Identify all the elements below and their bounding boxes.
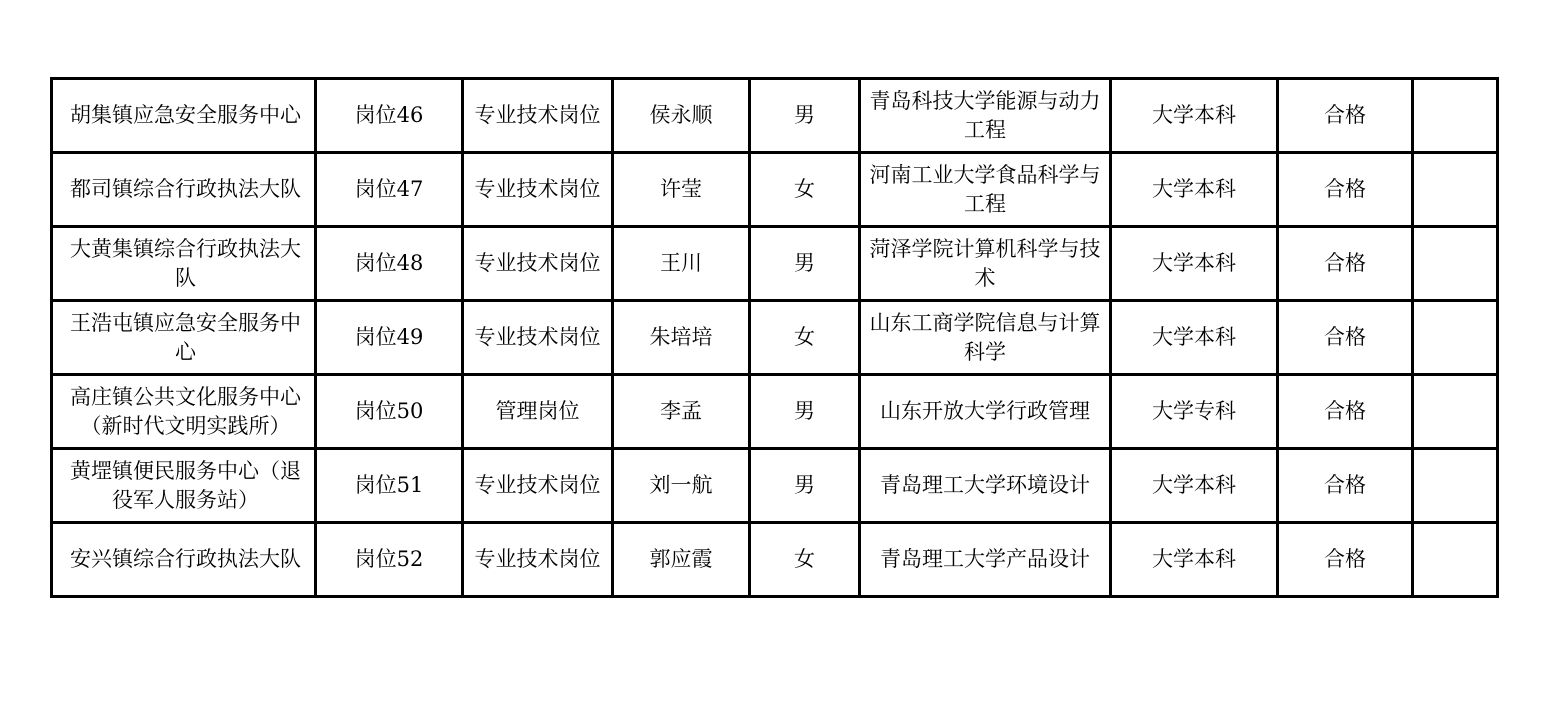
cell-unit: 胡集镇应急安全服务中心 — [52, 79, 316, 153]
results-table — [50, 77, 1499, 598]
cell-unit: 高庄镇公共文化服务中心（新时代文明实践所） — [52, 375, 316, 449]
cell-type: 专业技术岗位 — [463, 523, 613, 597]
cell-gender: 男 — [750, 79, 860, 153]
cell-type: 专业技术岗位 — [463, 449, 613, 523]
cell-degree: 大学本科 — [1111, 449, 1278, 523]
table-row — [52, 523, 1498, 597]
table-row — [52, 449, 1498, 523]
cell-post: 岗位51 — [316, 449, 463, 523]
cell-major: 山东工商学院信息与计算科学 — [860, 301, 1111, 375]
cell-gender: 男 — [750, 375, 860, 449]
cell-degree: 大学本科 — [1111, 523, 1278, 597]
cell-degree: 大学本科 — [1111, 227, 1278, 301]
cell-major: 青岛理工大学环境设计 — [860, 449, 1111, 523]
cell-major: 山东开放大学行政管理 — [860, 375, 1111, 449]
table-body — [52, 79, 1498, 597]
cell-major: 青岛理工大学产品设计 — [860, 523, 1111, 597]
table-row — [52, 375, 1498, 449]
cell-name: 朱培培 — [613, 301, 750, 375]
cell-result: 合格 — [1278, 301, 1413, 375]
cell-remark — [1413, 79, 1498, 153]
cell-remark — [1413, 449, 1498, 523]
cell-name: 侯永顺 — [613, 79, 750, 153]
cell-name: 李孟 — [613, 375, 750, 449]
table-row — [52, 79, 1498, 153]
cell-result: 合格 — [1278, 227, 1413, 301]
table-row — [52, 301, 1498, 375]
table-row — [52, 153, 1498, 227]
cell-gender: 男 — [750, 449, 860, 523]
cell-post: 岗位48 — [316, 227, 463, 301]
cell-type: 专业技术岗位 — [463, 79, 613, 153]
cell-name: 许莹 — [613, 153, 750, 227]
cell-name: 刘一航 — [613, 449, 750, 523]
cell-post: 岗位47 — [316, 153, 463, 227]
cell-degree: 大学本科 — [1111, 153, 1278, 227]
cell-type: 管理岗位 — [463, 375, 613, 449]
cell-name: 王川 — [613, 227, 750, 301]
cell-type: 专业技术岗位 — [463, 301, 613, 375]
table-row — [52, 227, 1498, 301]
cell-degree: 大学本科 — [1111, 79, 1278, 153]
cell-remark — [1413, 523, 1498, 597]
cell-degree: 大学专科 — [1111, 375, 1278, 449]
cell-remark — [1413, 301, 1498, 375]
cell-result: 合格 — [1278, 449, 1413, 523]
cell-major: 河南工业大学食品科学与工程 — [860, 153, 1111, 227]
cell-post: 岗位49 — [316, 301, 463, 375]
cell-result: 合格 — [1278, 79, 1413, 153]
cell-degree: 大学本科 — [1111, 301, 1278, 375]
cell-gender: 女 — [750, 153, 860, 227]
cell-result: 合格 — [1278, 523, 1413, 597]
cell-result: 合格 — [1278, 375, 1413, 449]
cell-remark — [1413, 375, 1498, 449]
cell-unit: 黄堽镇便民服务中心（退役军人服务站） — [52, 449, 316, 523]
cell-type: 专业技术岗位 — [463, 153, 613, 227]
cell-name: 郭应霞 — [613, 523, 750, 597]
cell-remark — [1413, 227, 1498, 301]
cell-remark — [1413, 153, 1498, 227]
cell-post: 岗位52 — [316, 523, 463, 597]
cell-unit: 都司镇综合行政执法大队 — [52, 153, 316, 227]
cell-result: 合格 — [1278, 153, 1413, 227]
cell-gender: 男 — [750, 227, 860, 301]
cell-gender: 女 — [750, 523, 860, 597]
cell-gender: 女 — [750, 301, 860, 375]
cell-post: 岗位46 — [316, 79, 463, 153]
cell-major: 青岛科技大学能源与动力工程 — [860, 79, 1111, 153]
cell-unit: 王浩屯镇应急安全服务中心 — [52, 301, 316, 375]
cell-unit: 安兴镇综合行政执法大队 — [52, 523, 316, 597]
cell-unit: 大黄集镇综合行政执法大队 — [52, 227, 316, 301]
cell-post: 岗位50 — [316, 375, 463, 449]
cell-type: 专业技术岗位 — [463, 227, 613, 301]
cell-major: 菏泽学院计算机科学与技术 — [860, 227, 1111, 301]
